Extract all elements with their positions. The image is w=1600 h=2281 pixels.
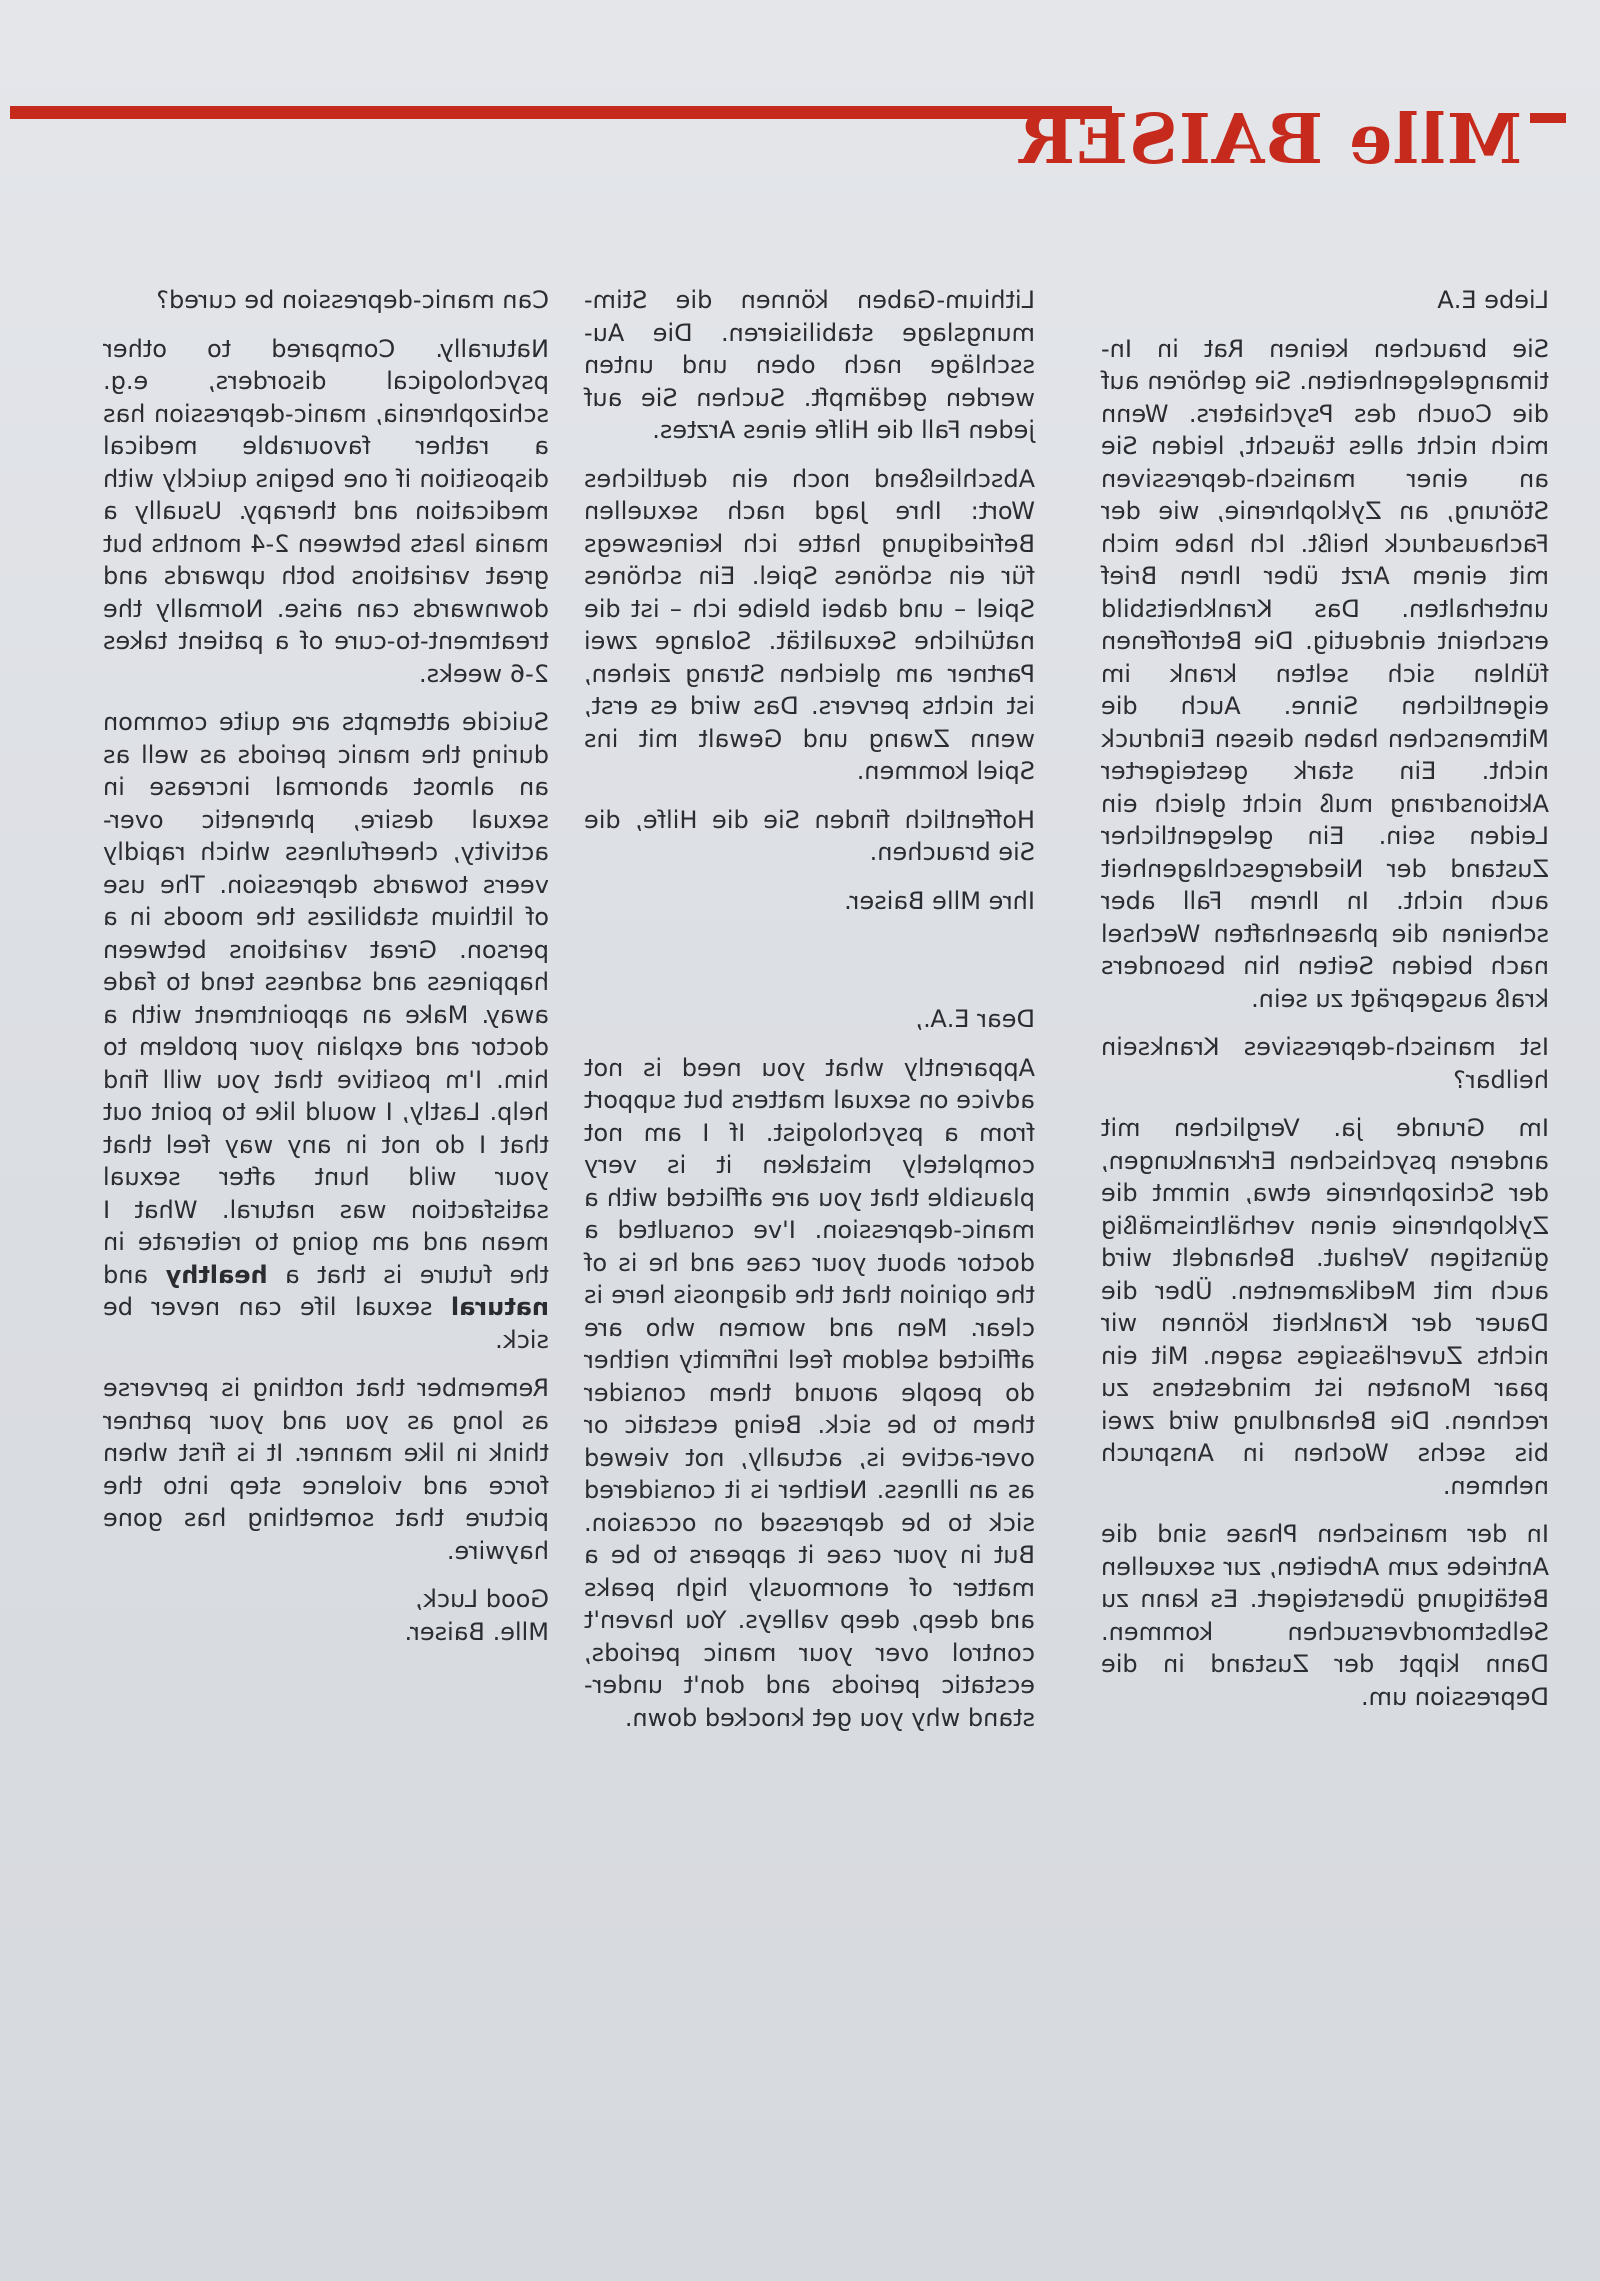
- emphasis-healthy: healthy: [165, 1260, 268, 1289]
- header-red-rule-stub: [1530, 113, 1566, 123]
- german-signature: Ihre Mlle Baiser.: [844, 886, 1035, 915]
- english-paragraph-text: Suicide attempts are quite common during the manic periods as well as an almost abnormal increase in sexual desire, phrenetic over-activity, cheerfulness which rapidly veers towards depression. The use of lithium stabilizes the moods in a person. Great variations between happiness and sadness tend to fade away. Make an appointment with a doctor and explain your problem to him. I'm positive that you will find help. Lastly, I would like to point out that I do not in any way feel that your wild hunt after sexual satisfaction was natural. What I mean and am going to reiterate in the future is that a: [103, 708, 549, 1289]
- header-red-rule: [10, 106, 1112, 119]
- german-paragraph: In der manischen Phase sind die Antriebe zum Arbeiten, zur sexuellen Betätigung übersteigert. Es kann zu Selbstmordversuchen kommen. Dann kippt der Zustand in die Depression um.: [1101, 1520, 1549, 1711]
- german-question: Ist manisch-depressives Kranksein heilbar?: [1101, 1033, 1549, 1094]
- english-closing: Good Luck,: [415, 1585, 549, 1613]
- column-title: Mlle BAISER: [1017, 100, 1522, 180]
- german-paragraph: Sie brauchen keinen Rat in Intimangelegenheiten. Sie gehören auf die Couch des Psychiaters. Wenn mich nicht alles täuscht, leiden Sie an einer manisch-depressiven Störung, an Zyklophrenie, wie der Fachausdruck heißt. Ich habe mich mit einem Arzt über Ihren Brief unterhalten. Das Krankheitsbild erscheint eindeutig. Die Betroffenen fühlen sich selten krank im eigentlichen Sinne. Auch die Mitmenschen haben diesen Eindruck nicht. Ein stark gesteigerter Aktionsdrang muß nicht gleich ein Leiden sein. Ein gelegentlicher Zustand der Niedergeschlagenheit auch nicht. In Ihrem Fall aber scheinen die phasenhaften Wechsel nach beiden Seiten hin besonders kraß ausgeprägt zu sein.: [1101, 334, 1549, 1013]
- english-salutation: Dear E.A.,: [915, 1005, 1035, 1033]
- english-paragraph: Apparently what you need is not advice on sexual matters but support from a psychologist. If I am not completely mistaken it is very plausible that you are afflicted with a manic-depression. I've consulted a doctor about your case and he is of the opinion that the diagnosis here is clear. Men and women who are afflicted seldom feel infirmity neither do people around them consider them to be sick. Being ecstatic or over-active is, actually, not viewed as an illness. Neither is it considered sick to be depressed on occasion. But in your case it appears to be a matter of enormously high peaks and deep, deep valleys. You haven't control over your manic periods, ecstatic periods and don't understand why you get knocked down.: [584, 1053, 1035, 1732]
- german-paragraph: Hoffentlich finden Sie die Hilfe, die Sie brauchen.: [584, 805, 1035, 866]
- english-question: Can manic-depression be cured?: [156, 286, 549, 314]
- english-paragraph: Naturally. Compared to other psychological disorders, e.g. schizophrenia, manic-depression has a rather favourable medical disposition if one begins quickly with medication and therapy. Usually a mania lasts between 2-4 months but great variations both upwards and downwards can arise. Normally the treatment-to-cure of a patient takes 2-6 weeks.: [103, 334, 549, 688]
- middle-column: [584, 284, 1035, 1750]
- english-paragraph: Remember that nothing is perverse as long as you and your partner think in like manner. It is first when force and violence step into the picture that something has gone haywire.: [103, 1374, 549, 1565]
- german-salutation: Liebe E.A: [1437, 286, 1549, 314]
- english-paragraph-text: sexual life can never be sick.: [103, 1293, 549, 1354]
- german-letter-column: [1101, 284, 1549, 1729]
- german-paragraph: Im Grunde ja. Verglichen mit anderen psychischen Erkrankungen, der Schizophrenie etwa, nimmt die Zyklophrenie einen verhältnismäßig günstigen Verlaut. Behandelt wird auch mit Medikamenten. Über die Dauer der Krankheit können wir nichts Zuverlässiges sagen. Mit ein paar Monaten ist mindestens zu rechnen. Die Behandlung wird zwei bis sechs Wochen in Anspruch nehmen.: [1101, 1114, 1549, 1500]
- english-letter-column: [103, 284, 549, 1664]
- german-paragraph: Abschließend noch ein deutliches Wort: Ihre Jagd nach sexuellen Befriedigung hatte ich keineswegs für ein schönes Spiel. Ein schönes Spiel – und dabei bleibe ich – ist die natürliche Sexualität. Solange zwei Partner am gleichen Strang ziehen, ist nichts pervers. Das wird es erst, wenn Zwang und Gewalt mit ins Spiel kommen.: [584, 464, 1035, 785]
- english-paragraph-text: and: [103, 1260, 149, 1289]
- emphasis-natural: natural: [450, 1293, 549, 1321]
- english-signature: Mlle. Baiser.: [404, 1617, 549, 1646]
- german-paragraph: Lithium-Gaben können die Stimmungslage stabilisieren. Die Ausschläge nach oben und unten werden gedämpft. Suchen Sie auf jeden Fall die Hilfe eines Arztes.: [584, 286, 1035, 444]
- letter-separator: [584, 933, 1035, 1003]
- english-paragraph: [103, 706, 549, 1356]
